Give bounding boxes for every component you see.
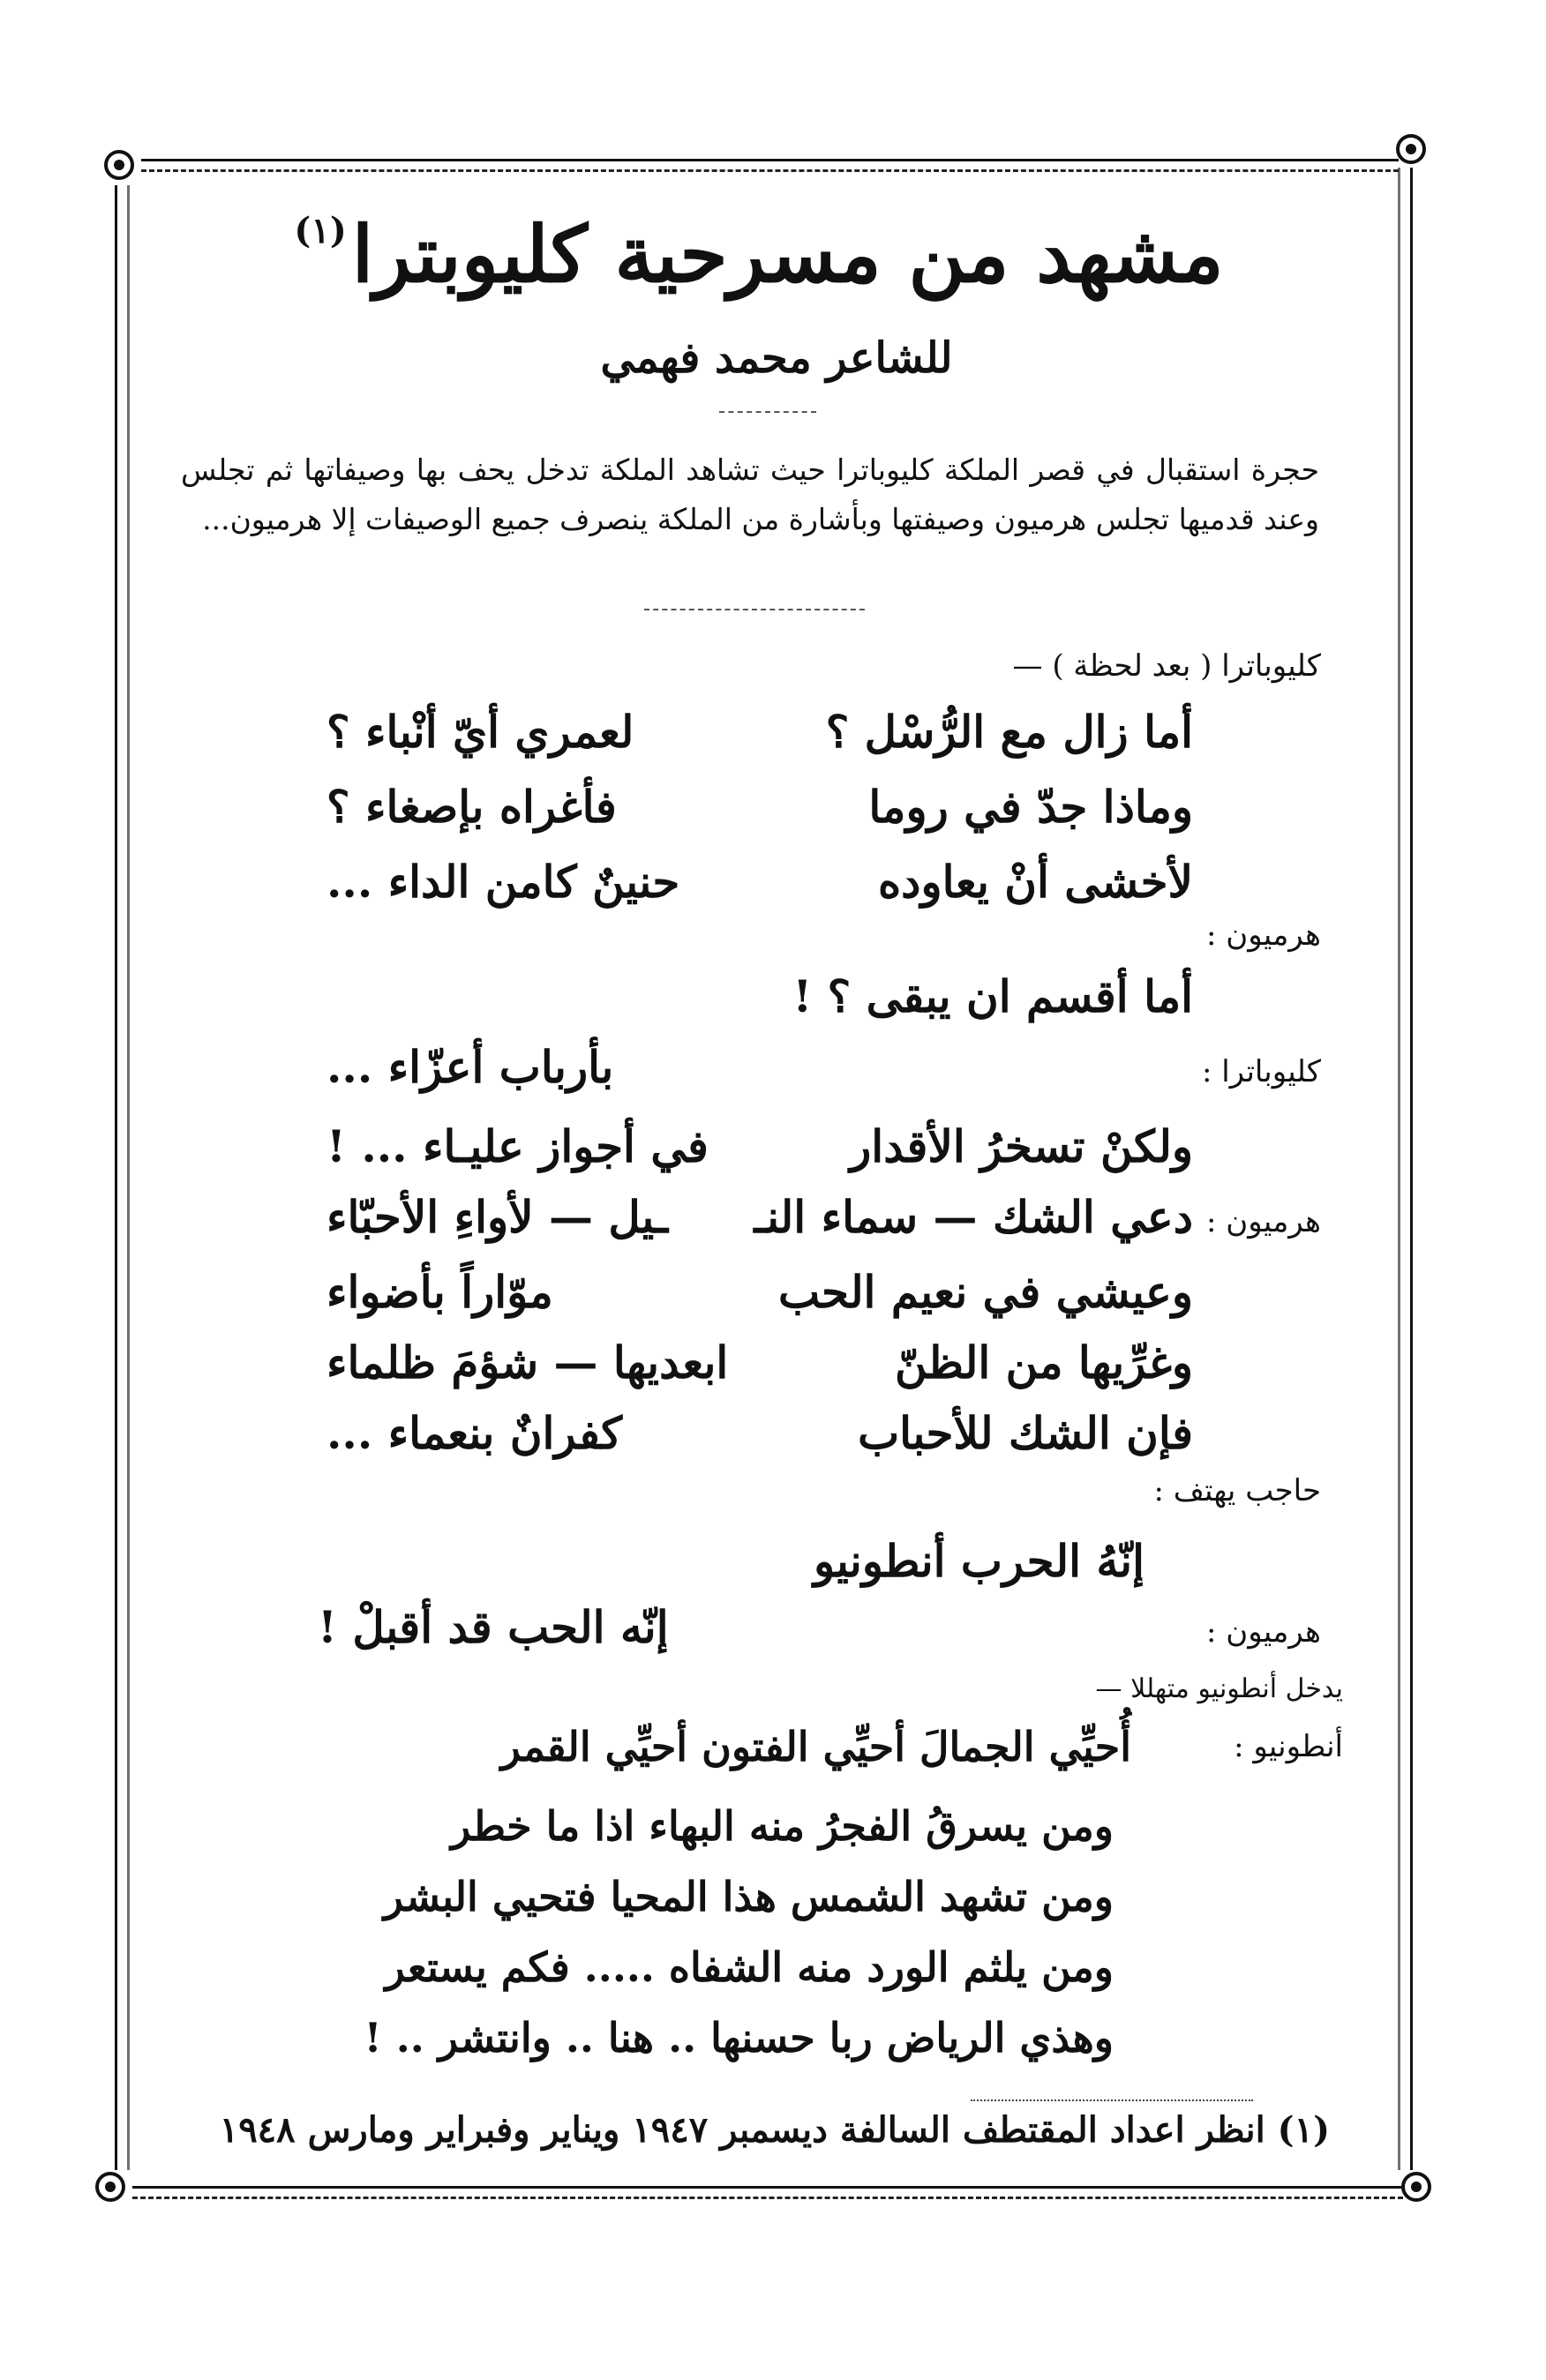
antony-verse-2: ومن يسرقُ الفجرُ منه البهاء اذا ما خطر [451,1802,1114,1850]
verse-2-left: فأغراه بإصغاء ؟ [326,781,617,833]
verse-3-left: حنينٌ كامن الداء ... [326,856,680,908]
intro-separator [644,609,865,610]
left-rule [115,185,117,2170]
top-rule-inner [141,169,1399,172]
bottom-rule-inner [132,2197,1403,2199]
antony-verse-3: ومن تشهد الشمس هذا المحيا فتحيي البشر [383,1873,1114,1920]
title-footnote-mark: (١) [294,210,347,251]
verse-8-right: وعيشي في نعيم الحب [777,1266,1193,1318]
verse-6-left: في أجواز عليـاء ... ! [326,1120,709,1172]
verse-7-right: دعي الشك — سماء النـ [754,1191,1193,1243]
verse-6-right: ولكنْ تسخرُ الأقدار [850,1120,1193,1172]
speaker-cleopatra-2: كليوباترا : [1201,1054,1321,1089]
right-rule-inner [1398,168,1400,2170]
verse-1-right: أما زال مع الرُّسْل ؟ [825,706,1193,758]
right-rule [1410,168,1413,2170]
bottom-left-ornament-icon [95,2172,125,2202]
bottom-right-ornament-icon [1401,2172,1431,2202]
verse-11-right: إنّهُ الحرب أنطونيو [814,1535,1144,1587]
verse-12: إنّه الحب قد أقبلْ ! [318,1601,669,1653]
antony-verse-1: أُحيِّي الجمالَ أحيِّي الفتون أحيِّي القمر [500,1723,1131,1770]
top-left-ornament-icon [104,150,134,180]
title-text: مشهد من مسرحية كليوبترا [351,208,1224,300]
verse-4-right: أما أقسم ان يبقى ؟ ! [792,970,1193,1022]
top-rule [141,159,1399,161]
speaker-hermione-1: هرميون : [1206,917,1321,953]
verse-7-left: ـيل — لأواءِ الأحبّاء [326,1191,669,1243]
top-right-ornament-icon [1396,134,1426,164]
stage-direction: حجرة استقبال في قصر الملكة كليوباترا حيث تشاهد الملكة تدخل يحف بها وصيفاتها ثم تجلس وعند قدميها تجلس هرميون وصيفتها وبأشارة من الملكة ينصرف جميع الوصيفات إلا هرميون... [181,453,1319,536]
speaker-chamberlain: حاجب يهتف : [1153,1473,1321,1508]
verse-2-right: وماذا جدّ في روما [868,781,1193,833]
verse-3-right: لأخشى أنْ يعاوده [877,856,1193,908]
verse-5-left: بأرباب أعزّاء ... [326,1041,614,1093]
antony-verse-4: ومن يلثم الورد منه الشفاه ..... فكم يستعر [385,1943,1114,1991]
verse-10-left: كفرانٌ بنعماء ... [326,1407,623,1459]
bottom-rule [132,2186,1403,2189]
title-separator [719,411,816,413]
verse-9-left: ابعديها — شؤمَ ظلماء [326,1336,729,1388]
verse-1-left: لعمري أيّ أنْباء ؟ [326,706,634,758]
speaker-hermione-2: هرميون : [1206,1204,1321,1239]
author-line: للشاعر محمد فهمي [600,333,953,383]
verse-9-right: وغرِّيها من الظنّ [895,1336,1193,1388]
page-title [291,208,1227,300]
stage-direction-antony-enters: يدخل أنطونيو متهللا — [1095,1673,1343,1704]
footnote: (١) انظر اعداد المقتطف السالفة ديسمبر ١٩٤٧ ويناير وفبراير ومارس ١٩٤٨ [219,2109,1330,2151]
footnote-rule [971,2099,1253,2101]
speaker-cleopatra: كليوباترا ( بعد لحظة ) — [1012,648,1321,684]
antony-verse-5: وهذي الرياض ربا حسنها .. هنا .. وانتشر .. ! [364,2014,1114,2062]
verse-10-right: فإن الشك للأحباب [858,1407,1193,1459]
speaker-antony: أنطونيو : [1234,1729,1343,1764]
left-rule-inner [127,185,130,2170]
speaker-hermione-3: هرميون : [1206,1614,1321,1650]
verse-8-left: موّاراً بأضواء [326,1266,553,1318]
